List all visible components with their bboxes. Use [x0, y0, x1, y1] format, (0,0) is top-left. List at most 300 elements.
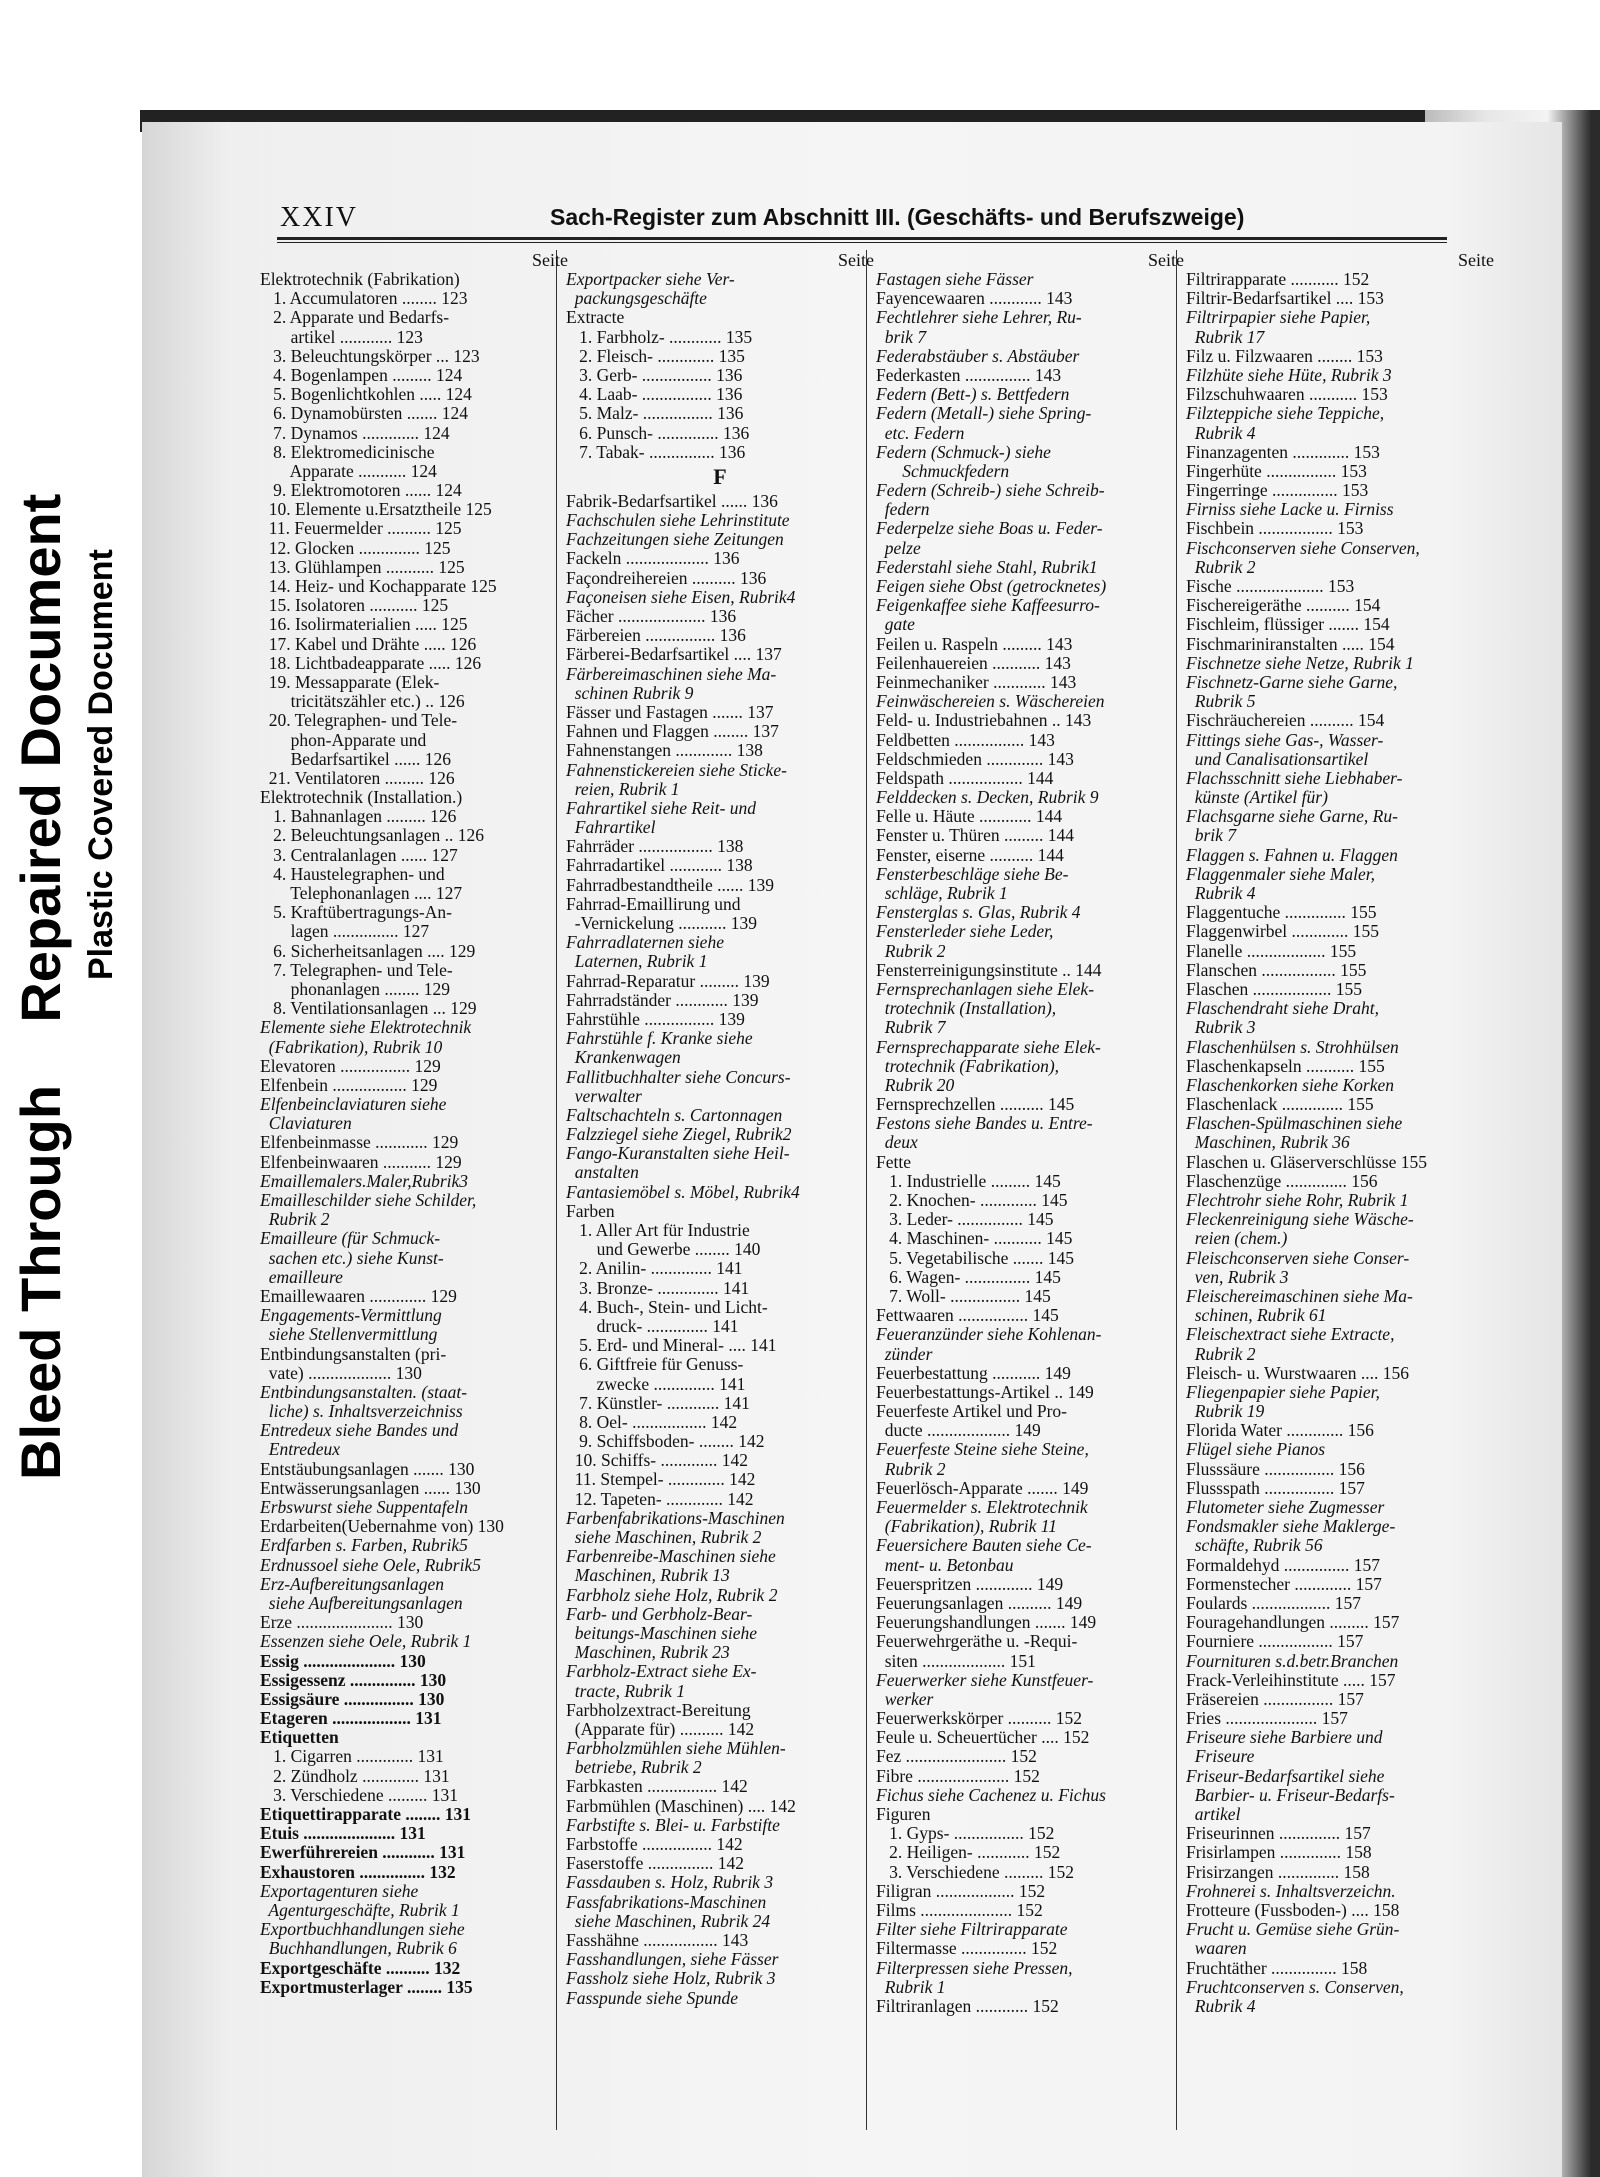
- index-entry: 10. Schiffs- ............. 142: [566, 1451, 748, 1471]
- index-entry: ducte ................... 149: [876, 1421, 1041, 1441]
- index-entry: Farben: [566, 1201, 615, 1221]
- index-entry: Flaggen s. Fahnen u. Flaggen: [1186, 845, 1398, 865]
- index-entry: schinen, Rubrik 61: [1186, 1306, 1327, 1326]
- seite-header: Seite: [838, 250, 874, 270]
- index-entry: Flaggenmaler siehe Maler,: [1186, 864, 1376, 884]
- index-entry: Etiquetten: [260, 1728, 339, 1748]
- index-entry: Feuermelder s. Elektrotechnik: [876, 1498, 1088, 1517]
- index-entry: ven, Rubrik 3: [1186, 1267, 1289, 1287]
- index-entry: 1. Bahnanlagen ......... 126: [260, 807, 457, 827]
- index-entry: liche) s. Inhaltsverzeichniss: [260, 1402, 463, 1422]
- index-entry: Farbstoffe ................ 142: [566, 1835, 743, 1854]
- index-entry: Agenturgeschäfte, Rubrik 1: [260, 1900, 460, 1920]
- index-entry: und Gewerbe ........ 140: [566, 1240, 761, 1260]
- index-entry: Farbholz siehe Holz, Rubrik 2: [566, 1585, 778, 1605]
- index-entry: 12. Glocken .............. 125: [260, 538, 451, 558]
- index-entry: 1. Aller Art für Industrie: [566, 1221, 750, 1240]
- index-entry: phonanlagen ........ 129: [260, 979, 451, 999]
- index-entry: Finanzagenten ............. 153: [1186, 442, 1380, 462]
- index-entry: tricitätszähler etc.) .. 126: [260, 692, 465, 712]
- index-entry: Fassfabrikations-Maschinen: [566, 1892, 767, 1912]
- index-entry: Feldspath ................. 144: [876, 768, 1054, 788]
- index-entry: 7. Dynamos ............. 124: [260, 423, 450, 443]
- index-entry: 13. Glühlampen ........... 125: [260, 557, 465, 577]
- index-entry: Fahrräder ................. 138: [566, 837, 744, 857]
- index-entry: 20. Telegraphen- und Tele-: [260, 711, 458, 731]
- index-entry: Fensterbeschläge siehe Be-: [876, 864, 1069, 884]
- index-entry: Flaschendraht siehe Draht,: [1186, 999, 1379, 1019]
- index-column-3: [876, 250, 1184, 2016]
- index-entry: Felle u. Häute ............ 144: [876, 807, 1063, 827]
- index-entry: 2. Knochen- ............. 145: [876, 1191, 1068, 1210]
- index-entry: 8. Elektromedicinische: [260, 442, 435, 462]
- index-entry: Feule u. Scheuertücher .... 152: [876, 1728, 1090, 1748]
- index-entry: Filzteppiche siehe Teppiche,: [1186, 404, 1385, 424]
- index-entry: Feilenhauereien ........... 143: [876, 653, 1071, 673]
- index-entry: Färbereien ................ 136: [566, 626, 746, 646]
- index-entry: 3. Leder- ............... 145: [876, 1210, 1054, 1230]
- index-entry: werker: [876, 1689, 934, 1709]
- index-column-2: [566, 250, 874, 2008]
- index-entry: 6. Dynamobürsten ....... 124: [260, 404, 469, 424]
- index-entry: Fächer .................... 136: [566, 607, 737, 626]
- seite-header: Seite: [1458, 250, 1494, 270]
- index-entry: Rubrik 4: [1186, 1996, 1256, 2016]
- index-entry: 3. Verschiedene ......... 131: [260, 1785, 458, 1805]
- index-entry: Bedarfsartikel ...... 126: [260, 749, 451, 769]
- index-entry: Feldschmieden ............. 143: [876, 749, 1074, 769]
- index-entry: Feueranzünder siehe Kohlenan-: [876, 1325, 1102, 1345]
- index-entry: 3. Verschiedene ......... 152: [876, 1862, 1074, 1882]
- index-entry: Federn (Schreib-) siehe Schreib-: [876, 481, 1105, 501]
- index-entry: Faserstoffe ............... 142: [566, 1854, 745, 1874]
- index-entry: F: [713, 463, 727, 489]
- index-entry: vate) ................... 130: [260, 1363, 422, 1383]
- index-entry: Flusssäure ................ 156: [1186, 1459, 1365, 1479]
- index-entry: (Fabrikation), Rubrik 10: [260, 1037, 443, 1057]
- index-entry: Fischleim, flüssiger ....... 154: [1186, 615, 1390, 635]
- index-entry: Rubrik 7: [876, 1018, 946, 1038]
- index-entry: siehe Maschinen, Rubrik 2: [566, 1528, 762, 1547]
- index-entry: Filtrir-Bedarfsartikel .... 153: [1186, 289, 1384, 309]
- index-entry: Entredeux siehe Bandes und: [260, 1421, 459, 1441]
- index-entry: Exhaustoren ............... 132: [260, 1862, 456, 1882]
- index-entry: Rubrik 2: [876, 941, 946, 961]
- index-entry: 9. Schiffsboden- ........ 142: [566, 1432, 765, 1452]
- index-entry: Feinwäschereien s. Wäschereien: [876, 692, 1105, 712]
- index-entry: reien, Rubrik 1: [566, 779, 680, 799]
- index-entry: Erze ...................... 130: [260, 1613, 424, 1633]
- index-entry: anstalten: [566, 1163, 639, 1183]
- index-entry: 1. Cigarren ............. 131: [260, 1747, 444, 1767]
- index-column-4: [1186, 250, 1494, 2016]
- index-entry: Erdarbeiten(Uebernahme von) 130: [260, 1517, 504, 1537]
- index-entry: Fässer und Fastagen ....... 137: [566, 702, 774, 722]
- index-entry: gate: [876, 615, 915, 635]
- index-entry: zünder: [876, 1344, 933, 1364]
- index-entry: Emaillemalers.Maler,Rubrik3: [260, 1171, 469, 1191]
- index-entry: Feuerbestattungs-Artikel .. 149: [876, 1382, 1094, 1402]
- index-entry: Filtrirapparate ........... 152: [1186, 270, 1370, 289]
- index-entry: Felddecken s. Decken, Rubrik 9: [876, 788, 1099, 808]
- index-entry: Fischbein ................. 153: [1186, 519, 1364, 539]
- index-entry: Frisirzangen .............. 158: [1186, 1862, 1370, 1882]
- index-entry: Festons siehe Bandes u. Entre-: [876, 1114, 1093, 1134]
- index-entry: Friseur-Bedarfsartikel siehe: [1186, 1766, 1385, 1786]
- index-entry: federn: [876, 500, 930, 520]
- index-entry: Fahnenstangen ............. 138: [566, 741, 763, 761]
- index-entry: 6. Punsch- .............. 136: [566, 423, 750, 443]
- index-entry: Friseure siehe Barbiere und: [1186, 1728, 1383, 1748]
- index-entry: Entwässerungsanlagen ...... 130: [260, 1478, 481, 1498]
- index-entry: 8. Ventilationsanlagen ... 129: [260, 999, 477, 1019]
- index-entry: 19. Messapparate (Elek-: [260, 672, 440, 692]
- index-entry: Fruchtconserven s. Conserven,: [1186, 1977, 1404, 1997]
- seite-header: Seite: [532, 250, 568, 270]
- index-entry: Feigenkaffee siehe Kaffeesurro-: [876, 596, 1100, 616]
- index-entry: Filterpressen siehe Pressen,: [876, 1958, 1073, 1978]
- index-entry: Fayencewaaren ............ 143: [876, 289, 1073, 309]
- index-entry: Flechtrohr siehe Rohr, Rubrik 1: [1186, 1191, 1409, 1210]
- index-entry: 4. Maschinen- ........... 145: [876, 1229, 1073, 1249]
- index-entry: siten ................... 151: [876, 1651, 1036, 1671]
- index-entry: Farbenreibe-Maschinen siehe: [566, 1547, 776, 1567]
- index-entry: Fischereigeräthe .......... 154: [1186, 596, 1381, 616]
- index-entry: Feuerfeste Artikel und Pro-: [876, 1402, 1067, 1422]
- index-entry: Fingerhüte ................ 153: [1186, 461, 1367, 481]
- index-entry: trotechnik (Installation),: [876, 999, 1057, 1019]
- index-entry: trotechnik (Fabrikation),: [876, 1056, 1060, 1076]
- index-entry: deux: [876, 1133, 918, 1153]
- index-entry: Filz u. Filzwaaren ........ 153: [1186, 346, 1383, 366]
- index-entry: Fleischereimaschinen siehe Ma-: [1186, 1286, 1413, 1306]
- index-entry: Filtriranlagen ............ 152: [876, 1996, 1059, 2016]
- index-entry: Exportbuchhandlungen siehe: [260, 1920, 465, 1940]
- index-entry: waaren: [1186, 1939, 1247, 1959]
- index-entry: Fische .................... 153: [1186, 577, 1355, 596]
- index-entry: Flügel siehe Pianos: [1186, 1440, 1326, 1460]
- index-entry: Elektrotechnik (Fabrikation): [260, 270, 460, 289]
- index-entry: Fahrartikel siehe Reit- und: [566, 798, 757, 818]
- index-entry: lagen ............... 127: [260, 922, 430, 942]
- index-entry: Elfenbeinwaaren ........... 129: [260, 1152, 462, 1172]
- index-entry: etc. Federn: [876, 423, 965, 443]
- index-entry: Maschinen, Rubrik 23: [566, 1643, 730, 1663]
- index-entry: Fahrradlaternen siehe: [566, 933, 724, 953]
- index-entry: Erbswurst siehe Suppentafeln: [260, 1498, 469, 1517]
- index-entry: pelze: [876, 538, 921, 558]
- index-entry: 1. Industrielle ......... 145: [876, 1171, 1061, 1191]
- index-entry: Entbindungsanstalten (pri-: [260, 1344, 447, 1364]
- index-entry: Farbholzextract-Bereitung: [566, 1700, 751, 1720]
- index-entry: Fahrradartikel ............ 138: [566, 856, 753, 876]
- index-entry: Erdfarben s. Farben, Rubrik5: [260, 1536, 468, 1556]
- index-entry: Flanelle .................. 155: [1186, 941, 1357, 961]
- index-entry: Elektrotechnik (Installation.): [260, 788, 463, 808]
- bleed-repaired-label: Bleed Through Repaired Document: [9, 493, 72, 1480]
- index-entry: Feuerbestattung ........... 149: [876, 1363, 1071, 1383]
- index-entry: Fleisch- u. Wurstwaaren .... 156: [1186, 1363, 1410, 1383]
- index-entry: Faltschachteln s. Cartonnagen: [566, 1105, 783, 1125]
- index-entry: 4. Bogenlampen ......... 124: [260, 365, 463, 385]
- index-entry: Friseurinnen .............. 157: [1186, 1824, 1371, 1844]
- index-entry: Farbstifte s. Blei- u. Farbstifte: [566, 1815, 780, 1835]
- index-entry: Frucht u. Gemüse siehe Grün-: [1186, 1920, 1400, 1940]
- index-entry: 11. Stempel- ............. 142: [566, 1470, 756, 1490]
- index-entry: Fahrradständer ............ 139: [566, 990, 759, 1010]
- index-entry: 6. Wagen- ............... 145: [876, 1267, 1061, 1287]
- index-entry: Farbholz-Extract siehe Ex-: [566, 1662, 757, 1682]
- index-entry: Feldbetten ................ 143: [876, 730, 1055, 750]
- index-entry: Exportmusterlager ........ 135: [260, 1977, 473, 1997]
- index-entry: 3. Bronze- .............. 141: [566, 1278, 750, 1298]
- index-entry: Frohnerei s. Inhaltsverzeichn.: [1186, 1881, 1396, 1901]
- index-entry: Flaschenkapseln ........... 155: [1186, 1056, 1385, 1076]
- index-entry: Flussspath ................ 157: [1186, 1478, 1365, 1498]
- index-entry: 17. Kabel und Drähte ..... 126: [260, 634, 477, 654]
- index-entry: Federn (Metall-) siehe Spring-: [876, 404, 1092, 424]
- index-entry: Claviaturen: [260, 1114, 352, 1134]
- index-entry: Feuerspritzen ............. 149: [876, 1574, 1064, 1594]
- index-entry: Filter siehe Filtrirapparate: [876, 1920, 1068, 1940]
- index-entry: Rubrik 2: [1186, 1344, 1256, 1364]
- index-entry: Maschinen, Rubrik 13: [566, 1566, 730, 1586]
- index-entry: 5. Bogenlichtkohlen ..... 124: [260, 385, 472, 405]
- index-entry: 2. Apparate und Bedarfs-: [260, 308, 450, 328]
- index-entry: Extracte: [566, 308, 625, 328]
- index-entry: 5. Erd- und Mineral- .... 141: [566, 1336, 777, 1356]
- index-entry: Firniss siehe Lacke u. Firniss: [1186, 500, 1394, 520]
- index-entry: Fahrrad-Emaillirung und: [566, 894, 741, 914]
- index-entry: 7. Woll- ................ 145: [876, 1286, 1051, 1306]
- index-entry: Fahrrad-Reparatur ......... 139: [566, 971, 770, 991]
- index-entry: Emailleschilder siehe Schilder,: [260, 1191, 477, 1210]
- index-entry: Fallitbuchhalter siehe Concurs-: [566, 1067, 791, 1087]
- index-entry: artikel ............ 123: [260, 327, 423, 347]
- index-entry: Elfenbeinclaviaturen siehe: [260, 1095, 447, 1115]
- index-entry: Feilen u. Raspeln ......... 143: [876, 634, 1073, 654]
- index-entry: Flaggentuche .............. 155: [1186, 903, 1377, 923]
- index-entry: 3. Beleuchtungskörper ... 123: [260, 346, 480, 366]
- index-entry: Federkasten ............... 143: [876, 365, 1062, 385]
- index-entry: 7. Tabak- ............... 136: [566, 442, 746, 462]
- index-entry: 7. Künstler- ............ 141: [566, 1393, 750, 1413]
- index-entry: Fenster u. Thüren ......... 144: [876, 826, 1074, 846]
- index-entry: Farbenfabrikations-Maschinen: [566, 1508, 785, 1528]
- index-entry: Fernsprechzellen .......... 145: [876, 1095, 1075, 1115]
- index-entry: druck- .............. 141: [566, 1316, 739, 1336]
- index-entry: artikel: [1186, 1805, 1241, 1824]
- index-entry: 5. Kraftübertragungs-An-: [260, 903, 452, 923]
- index-entry: Erdnussoel siehe Oele, Rubrik5: [260, 1555, 481, 1575]
- index-entry: Fleischextract siehe Extracte,: [1186, 1325, 1395, 1345]
- index-entry: Apparate ........... 124: [260, 461, 437, 481]
- index-entry: Fahrstühle f. Kranke siehe: [566, 1029, 753, 1049]
- index-entry: Fourniere ................. 157: [1186, 1632, 1364, 1652]
- index-entry: 4. Haustelegraphen- und: [260, 864, 445, 884]
- index-entry: 15. Isolatoren ........... 125: [260, 596, 449, 616]
- index-entry: Feuerlösch-Apparate ....... 149: [876, 1478, 1089, 1498]
- index-entry: schläge, Rubrik 1: [876, 884, 1008, 903]
- index-entry: Essigessenz ............... 130: [260, 1670, 447, 1690]
- index-entry: Entstäubungsanlagen ....... 130: [260, 1459, 475, 1479]
- index-entry: 9. Elektromotoren ...... 124: [260, 481, 462, 501]
- seite-header: Seite: [1148, 250, 1184, 270]
- index-entry: Ewerführereien ............ 131: [260, 1843, 466, 1863]
- index-entry: Feld- u. Industriebahnen .. 143: [876, 711, 1092, 731]
- index-entry: Färberei-Bedarfsartikel .... 137: [566, 645, 782, 665]
- index-entry: Flachsgarne siehe Garne, Ru-: [1186, 807, 1398, 827]
- index-entry: künste (Artikel für): [1186, 788, 1328, 808]
- index-entry: Farbholzmühlen siehe Mühlen-: [566, 1739, 786, 1759]
- index-entry: Farb- und Gerbholz-Bear-: [566, 1604, 753, 1624]
- index-entry: Fensterglas s. Glas, Rubrik 4: [876, 903, 1081, 923]
- index-entry: Fahrartikel: [566, 818, 656, 838]
- index-entry: Fettwaaren ................ 145: [876, 1306, 1059, 1326]
- index-entry: 1. Accumulatoren ........ 123: [260, 289, 468, 309]
- index-entry: 6. Sicherheitsanlagen .... 129: [260, 941, 476, 961]
- index-entry: Feuerungsanlagen .......... 149: [876, 1593, 1083, 1613]
- index-entry: 2. Fleisch- ............. 135: [566, 346, 745, 366]
- index-entry: Fernsprechapparate siehe Elek-: [876, 1037, 1101, 1057]
- index-entry: Fassholz siehe Holz, Rubrik 3: [566, 1969, 776, 1989]
- index-entry: Rubrik 19: [1186, 1402, 1265, 1422]
- index-entry: Federabstäuber s. Abstäuber: [876, 346, 1080, 366]
- index-entry: Fahrradbestandtheile ...... 139: [566, 875, 775, 895]
- index-entry: zwecke .............. 141: [566, 1374, 746, 1394]
- index-entry: 16. Isolirmaterialien ..... 125: [260, 615, 468, 635]
- index-entry: Fleischconserven siehe Conser-: [1186, 1248, 1410, 1268]
- index-entry: (Fabrikation), Rubrik 11: [876, 1517, 1057, 1537]
- index-entry: Feuersichere Bauten siehe Ce-: [876, 1536, 1092, 1556]
- index-entry: Federstahl siehe Stahl, Rubrik1: [876, 557, 1098, 577]
- index-column-1: [260, 250, 568, 1997]
- index-entry: Feuerwehrgeräthe u. -Requi-: [876, 1632, 1078, 1652]
- index-entry: Fensterreinigungsinstitute .. 144: [876, 960, 1102, 980]
- index-entry: Flutometer siehe Zugmesser: [1186, 1498, 1385, 1517]
- index-entry: Feuerwerker siehe Kunstfeuer-: [876, 1670, 1094, 1690]
- index-entry: Laternen, Rubrik 1: [566, 952, 708, 972]
- index-entry: Formenstecher ............. 157: [1186, 1574, 1382, 1594]
- index-entry: 8. Oel- ................. 142: [566, 1412, 738, 1432]
- index-entry: Fassdauben s. Holz, Rubrik 3: [566, 1873, 774, 1893]
- index-entry: (Apparate für) .......... 142: [566, 1719, 755, 1739]
- index-entry: 11. Feuermelder .......... 125: [260, 519, 462, 539]
- index-entry: Fechtlehrer siehe Lehrer, Ru-: [876, 308, 1082, 328]
- index-entry: Fibre ..................... 152: [876, 1766, 1040, 1786]
- index-entry: Fingerringe ............... 153: [1186, 481, 1369, 501]
- index-entry: Exportagenturen siehe: [260, 1881, 419, 1901]
- index-entry: Fantasiemöbel s. Möbel, Rubrik4: [566, 1182, 800, 1202]
- index-entry: Entredeux: [260, 1440, 341, 1460]
- index-entry: Rubrik 2: [260, 1210, 330, 1230]
- index-entry: Rubrik 1: [876, 1977, 946, 1997]
- index-entry: 2. Zündholz ............. 131: [260, 1766, 450, 1786]
- index-entry: Feuerwerkskörper .......... 152: [876, 1709, 1083, 1729]
- index-entry: 5. Malz- ................ 136: [566, 404, 744, 424]
- index-entry: Erz-Aufbereitungsanlagen: [260, 1574, 445, 1594]
- index-entry: schinen Rubrik 9: [566, 683, 694, 703]
- index-entry: Flaschen u. Gläserverschlüsse 155: [1186, 1152, 1428, 1172]
- index-entry: Buchhandlungen, Rubrik 6: [260, 1939, 457, 1959]
- index-entry: ment- u. Betonbau: [876, 1555, 1014, 1575]
- plastic-covered-label: Plastic Covered Document: [82, 549, 120, 980]
- index-entry: Elemente siehe Elektrotechnik: [260, 1018, 472, 1038]
- index-entry: Rubrik 3: [1186, 1018, 1256, 1038]
- index-entry: Rubrik 4: [1186, 423, 1256, 443]
- index-entry: Fleckenreinigung siehe Wäsche-: [1186, 1210, 1414, 1230]
- index-entry: Krankenwagen: [566, 1048, 681, 1068]
- index-entry: 2. Beleuchtungsanlagen .. 126: [260, 826, 485, 846]
- index-entry: Fahnen und Flaggen ........ 137: [566, 722, 779, 742]
- index-entry: Fischmariniranstalten ..... 154: [1186, 634, 1395, 654]
- index-entry: siehe Maschinen, Rubrik 24: [566, 1911, 771, 1931]
- index-entry: schäfte, Rubrik 56: [1186, 1536, 1323, 1556]
- index-entry: Feinmechaniker ............ 143: [876, 672, 1077, 692]
- index-entry: Foulards .................. 157: [1186, 1593, 1361, 1613]
- document-label-strip: [0, 0, 142, 1505]
- index-entry: Fensterleder siehe Leder,: [876, 922, 1054, 942]
- index-entry: Schmuckfedern: [876, 461, 1010, 481]
- index-entry: Essigsäure ................ 130: [260, 1689, 445, 1709]
- index-entry: Fischnetz-Garne siehe Garne,: [1186, 672, 1398, 692]
- index-entry: 21. Ventilatoren ......... 126: [260, 768, 455, 788]
- index-entry: Fahnenstickereien siehe Sticke-: [566, 760, 787, 780]
- index-entry: Fruchtäther ............... 158: [1186, 1958, 1368, 1978]
- index-entry: 10. Elemente u.Ersatztheile 125: [260, 500, 492, 520]
- index-entry: Feuerfeste Steine siehe Steine,: [876, 1440, 1089, 1460]
- index-entry: Fries ..................... 157: [1186, 1709, 1348, 1729]
- index-entry: verwalter: [566, 1086, 642, 1106]
- index-entry: Frotteure (Fussboden-) .... 158: [1186, 1900, 1400, 1920]
- index-entry: tracte, Rubrik 1: [566, 1681, 686, 1701]
- index-entry: Fasshähne ................. 143: [566, 1930, 749, 1950]
- index-entry: Fasshandlungen, siehe Fässer: [566, 1950, 779, 1970]
- index-entry: packungsgeschäfte: [566, 289, 707, 309]
- index-entry: Rubrik 2: [1186, 557, 1256, 577]
- index-entry: Fernsprechanlagen siehe Elek-: [876, 979, 1095, 999]
- index-entry: Essig ..................... 130: [260, 1651, 426, 1671]
- page-number: XXIV: [280, 202, 358, 233]
- index-entry: Fasspunde siehe Spunde: [566, 1988, 739, 2008]
- index-entry: Fango-Kuranstalten siehe Heil-: [566, 1144, 790, 1164]
- index-entry: Flaschenlack .............. 155: [1186, 1095, 1374, 1115]
- index-entry: 1. Gyps- ................ 152: [876, 1824, 1055, 1844]
- index-entry: brik 7: [876, 327, 927, 347]
- index-entry: Feuerungshandlungen ....... 149: [876, 1613, 1097, 1633]
- index-entry: Fittings siehe Gas-, Wasser-: [1186, 730, 1384, 750]
- index-entry: Entbindungsanstalten. (staat-: [260, 1382, 468, 1402]
- index-entry: Fischconserven siehe Conserven,: [1186, 538, 1420, 558]
- index-entry: Telephonanlagen .... 127: [260, 884, 463, 903]
- index-entry: 4. Laab- ................ 136: [566, 385, 743, 405]
- index-entry: 2. Heiligen- ............ 152: [876, 1843, 1061, 1863]
- index-entry: Flaggenwirbel ............. 155: [1186, 922, 1379, 942]
- index-entry: Fackeln ................... 136: [566, 549, 740, 569]
- index-entry: Flaschen .................. 155: [1186, 979, 1362, 999]
- page-header: [280, 202, 1410, 232]
- index-entry: Rubrik 4: [1186, 884, 1256, 903]
- index-entry: Fournituren s.d.betr.Branchen: [1186, 1651, 1399, 1671]
- index-entry: Fachzeitungen siehe Zeitungen: [566, 530, 784, 550]
- index-entry: Fouragehandlungen ......... 157: [1186, 1613, 1400, 1633]
- index-entry: Federn (Bett-) s. Bettfedern: [876, 385, 1070, 405]
- index-entry: Filzschuhwaaren ........... 153: [1186, 385, 1388, 405]
- index-entry: sachen etc.) siehe Kunst-: [260, 1248, 444, 1268]
- index-entry: -Vernickelung ........... 139: [566, 914, 758, 933]
- index-entry: Façoneisen siehe Eisen, Rubrik4: [566, 587, 796, 607]
- index-entry: 12. Tapeten- ............. 142: [566, 1489, 754, 1509]
